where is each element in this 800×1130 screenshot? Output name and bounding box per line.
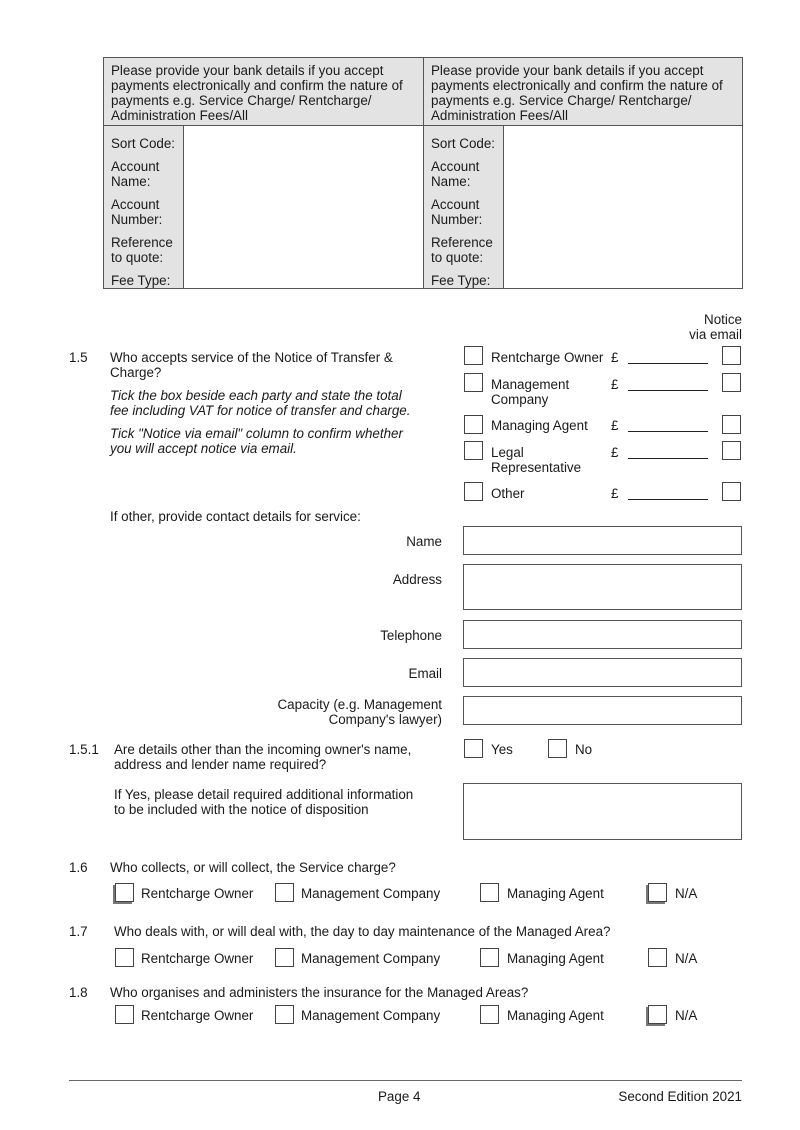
page-number: Page 4 xyxy=(378,1089,421,1104)
question-number: 1.7 xyxy=(69,924,88,939)
option-label: N/A xyxy=(675,886,698,901)
bank-label-sort-code: Sort Code: xyxy=(111,136,176,151)
bank-header-right: Please provide your bank details if you accept payments electronically and confirm the nature of payments e.g. Service Charge/ Rentcharge/ Administration Fees/All xyxy=(424,58,742,126)
managing-agent-checkbox[interactable] xyxy=(480,883,499,902)
bank-label-account-name: Account Name: xyxy=(111,159,160,189)
question-number: 1.6 xyxy=(69,860,88,875)
contact-name-input[interactable] xyxy=(463,526,742,555)
question-text: Who deals with, or will deal with, the day to day maintenance of the Managed Area? xyxy=(114,924,611,939)
contact-label-email: Email xyxy=(408,666,442,681)
managing-agent-checkbox[interactable] xyxy=(480,1005,499,1024)
na-checkbox[interactable] xyxy=(648,948,667,967)
option-label: Managing Agent xyxy=(507,886,604,901)
contact-telephone-input[interactable] xyxy=(463,620,742,649)
fee-input[interactable] xyxy=(628,499,708,500)
additional-info-input[interactable] xyxy=(463,783,742,840)
option-label: Management Company xyxy=(301,1008,441,1023)
currency-symbol: £ xyxy=(611,445,619,460)
fee-input[interactable] xyxy=(628,431,708,432)
rentcharge-owner-checkbox[interactable] xyxy=(464,346,483,365)
contact-label-address: Address xyxy=(392,572,442,587)
management-company-checkbox[interactable] xyxy=(464,373,483,392)
option-label: Rentcharge Owner xyxy=(141,886,254,901)
question-text: Who organises and administers the insurance for the Managed Areas? xyxy=(110,985,529,1000)
contact-address-input[interactable] xyxy=(463,564,742,610)
question-number: 1.5 xyxy=(69,350,88,365)
na-checkbox[interactable] xyxy=(648,883,667,902)
rentcharge-owner-checkbox[interactable] xyxy=(115,1005,134,1024)
notice-via-email-header: Notice via email xyxy=(689,312,742,342)
bank-label-fee-type: Fee Type: xyxy=(111,273,171,288)
option-label: Rentcharge Owner xyxy=(141,951,254,966)
option-label: Management Company xyxy=(301,886,441,901)
question-text: Who collects, or will collect, the Service charge? xyxy=(110,860,396,875)
fee-input[interactable] xyxy=(628,458,708,459)
rentcharge-owner-checkbox[interactable] xyxy=(115,948,134,967)
option-label: Rentcharge Owner xyxy=(141,1008,254,1023)
management-company-checkbox[interactable] xyxy=(275,948,294,967)
instruction-text: Tick "Notice via email" column to confirm whether you will accept notice via email. xyxy=(110,426,403,456)
instruction-text: Tick the box beside each party and state the total fee including VAT for notice of transfer and charge. xyxy=(110,388,411,418)
yes-checkbox[interactable] xyxy=(464,739,483,758)
option-label: N/A xyxy=(675,1008,698,1023)
party-label: Legal Representative xyxy=(491,445,582,475)
email-notice-checkbox[interactable] xyxy=(722,482,741,501)
question-number: 1.5.1 xyxy=(69,742,99,757)
bank-header-left: Please provide your bank details if you accept payments electronically and confirm the nature of payments e.g. Service Charge/ Rentcharge/ Administration Fees/All xyxy=(104,58,424,126)
bank-label-account-number: Account Number: xyxy=(431,197,483,227)
question-text: Are details other than the incoming owner's name, address and lender name required? xyxy=(114,742,412,772)
no-label: No xyxy=(575,742,593,757)
legal-representative-checkbox[interactable] xyxy=(464,441,483,460)
bank-label-sort-code: Sort Code: xyxy=(431,136,496,151)
email-notice-checkbox[interactable] xyxy=(722,346,741,365)
contact-email-input[interactable] xyxy=(463,658,742,687)
bank-label-reference: Reference to quote: xyxy=(431,235,493,265)
na-checkbox[interactable] xyxy=(648,1005,667,1024)
contact-label-telephone: Telephone xyxy=(380,628,442,643)
currency-symbol: £ xyxy=(611,350,619,365)
edition-label: Second Edition 2021 xyxy=(618,1089,742,1104)
management-company-checkbox[interactable] xyxy=(275,1005,294,1024)
party-label: Managing Agent xyxy=(491,418,588,433)
bank-label-fee-type: Fee Type: xyxy=(431,273,491,288)
bank-label-account-number: Account Number: xyxy=(111,197,163,227)
email-notice-checkbox[interactable] xyxy=(722,441,741,460)
no-checkbox[interactable] xyxy=(548,739,567,758)
footer-rule xyxy=(69,1080,742,1081)
managing-agent-checkbox[interactable] xyxy=(464,415,483,434)
currency-symbol: £ xyxy=(611,418,619,433)
fee-input[interactable] xyxy=(628,390,708,391)
contact-label-capacity: Capacity (e.g. Management Company's lawyer) xyxy=(277,697,442,727)
fee-input[interactable] xyxy=(628,363,708,364)
party-label: Rentcharge Owner xyxy=(491,350,604,365)
bank-value-area-right[interactable] xyxy=(505,127,742,289)
option-label: Managing Agent xyxy=(507,1008,604,1023)
option-label: Management Company xyxy=(301,951,441,966)
option-label: N/A xyxy=(675,951,698,966)
contact-capacity-input[interactable] xyxy=(463,696,742,725)
contact-label-name: Name xyxy=(406,534,442,549)
party-label: Other xyxy=(491,486,525,501)
bank-value-area-left[interactable] xyxy=(185,127,423,289)
yes-label: Yes xyxy=(491,742,513,757)
other-checkbox[interactable] xyxy=(464,482,483,501)
currency-symbol: £ xyxy=(611,486,619,501)
option-label: Managing Agent xyxy=(507,951,604,966)
bank-details-table xyxy=(103,57,743,289)
party-label: Management Company xyxy=(491,377,570,407)
other-prompt: If other, provide contact details for service: xyxy=(110,509,361,524)
managing-agent-checkbox[interactable] xyxy=(480,948,499,967)
email-notice-checkbox[interactable] xyxy=(722,415,741,434)
email-notice-checkbox[interactable] xyxy=(722,373,741,392)
bank-label-account-name: Account Name: xyxy=(431,159,480,189)
rentcharge-owner-checkbox[interactable] xyxy=(115,883,134,902)
question-text: Who accepts service of the Notice of Transfer & Charge? xyxy=(110,350,393,380)
question-number: 1.8 xyxy=(69,985,88,1000)
currency-symbol: £ xyxy=(611,377,619,392)
management-company-checkbox[interactable] xyxy=(275,883,294,902)
followup-text: If Yes, please detail required additional information to be included with the notice of disposition xyxy=(114,787,414,817)
bank-label-reference: Reference to quote: xyxy=(111,235,173,265)
